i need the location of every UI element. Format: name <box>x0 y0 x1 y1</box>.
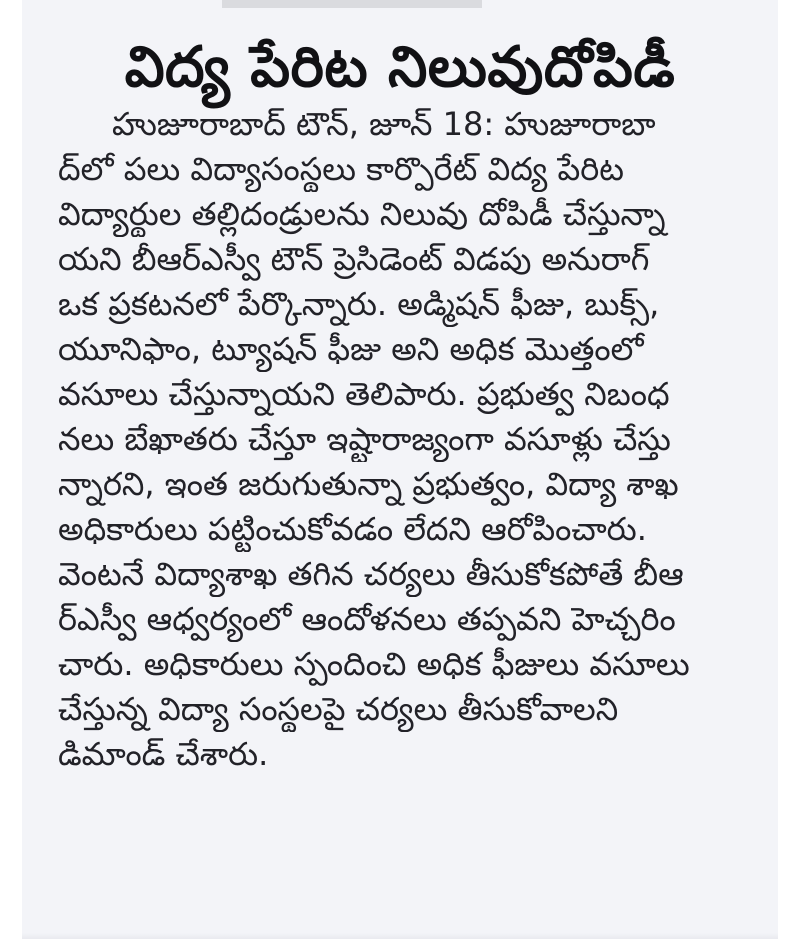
cropped-previous-text-strip <box>222 0 482 8</box>
article-line: ద్‌లో పలు విద్యాసంస్థలు కార్పొరేట్ విద్య పేరిట <box>58 150 624 188</box>
article-line: విద్యార్థుల తల్లిదండ్రులను నిలువు దోపిడీ చేస్తున్నా <box>58 195 666 233</box>
article-line: ర్‌ఎస్వీ ఆధ్వర్యంలో ఆందోళనలు తప్పవని హెచ్చరిం <box>58 600 676 638</box>
article-headline: విద్య పేరిట నిలువుదోపిడీ <box>124 35 676 100</box>
article-line: వసూలు చేస్తున్నాయని తెలిపారు. ప్రభుత్వ నిబంధ <box>58 375 670 413</box>
article-line: వెంటనే విద్యాశాఖ తగిన చర్యలు తీసుకోకపోతే బీఆ <box>58 555 684 593</box>
article-line: చేస్తున్న విద్యా సంస్థలపై చర్యలు తీసుకోవాలని <box>58 690 619 728</box>
article-line: చారు. అధికారులు స్పందించి అధిక ఫీజులు వసూలు <box>58 645 690 683</box>
article-line: అధికారులు పట్టించుకోవడం లేదని ఆరోపించారు. <box>58 510 647 548</box>
article-line: యని బీఆర్‌ఎస్వీ టౌన్ ప్రెసిడెంట్ విడపు అనురాగ్ <box>58 240 650 278</box>
article-line: న్నారని, ఇంత జరుగుతున్నా ప్రభుత్వం, విద్యా శాఖ <box>58 465 679 503</box>
paper-edge-shadow <box>22 933 778 939</box>
article-line: డిమాండ్ చేశారు. <box>58 735 269 773</box>
article-body <box>58 102 748 777</box>
article-line: హుజూరాబాద్ టౌన్, జూన్ 18: హుజూరాబా <box>112 105 656 143</box>
article-line: ఒక ప్రకటనలో పేర్కొన్నారు. అడ్మిషన్ ఫీజు, బుక్స్, <box>58 285 660 323</box>
article-line: నలు బేఖాతరు చేస్తూ ఇష్టారాజ్యంగా వసూళ్లు చేస్తు <box>58 420 671 458</box>
article-line: యూనిఫాం, ట్యూషన్ ఫీజు అని అధిక మొత్తంలో <box>58 330 644 368</box>
